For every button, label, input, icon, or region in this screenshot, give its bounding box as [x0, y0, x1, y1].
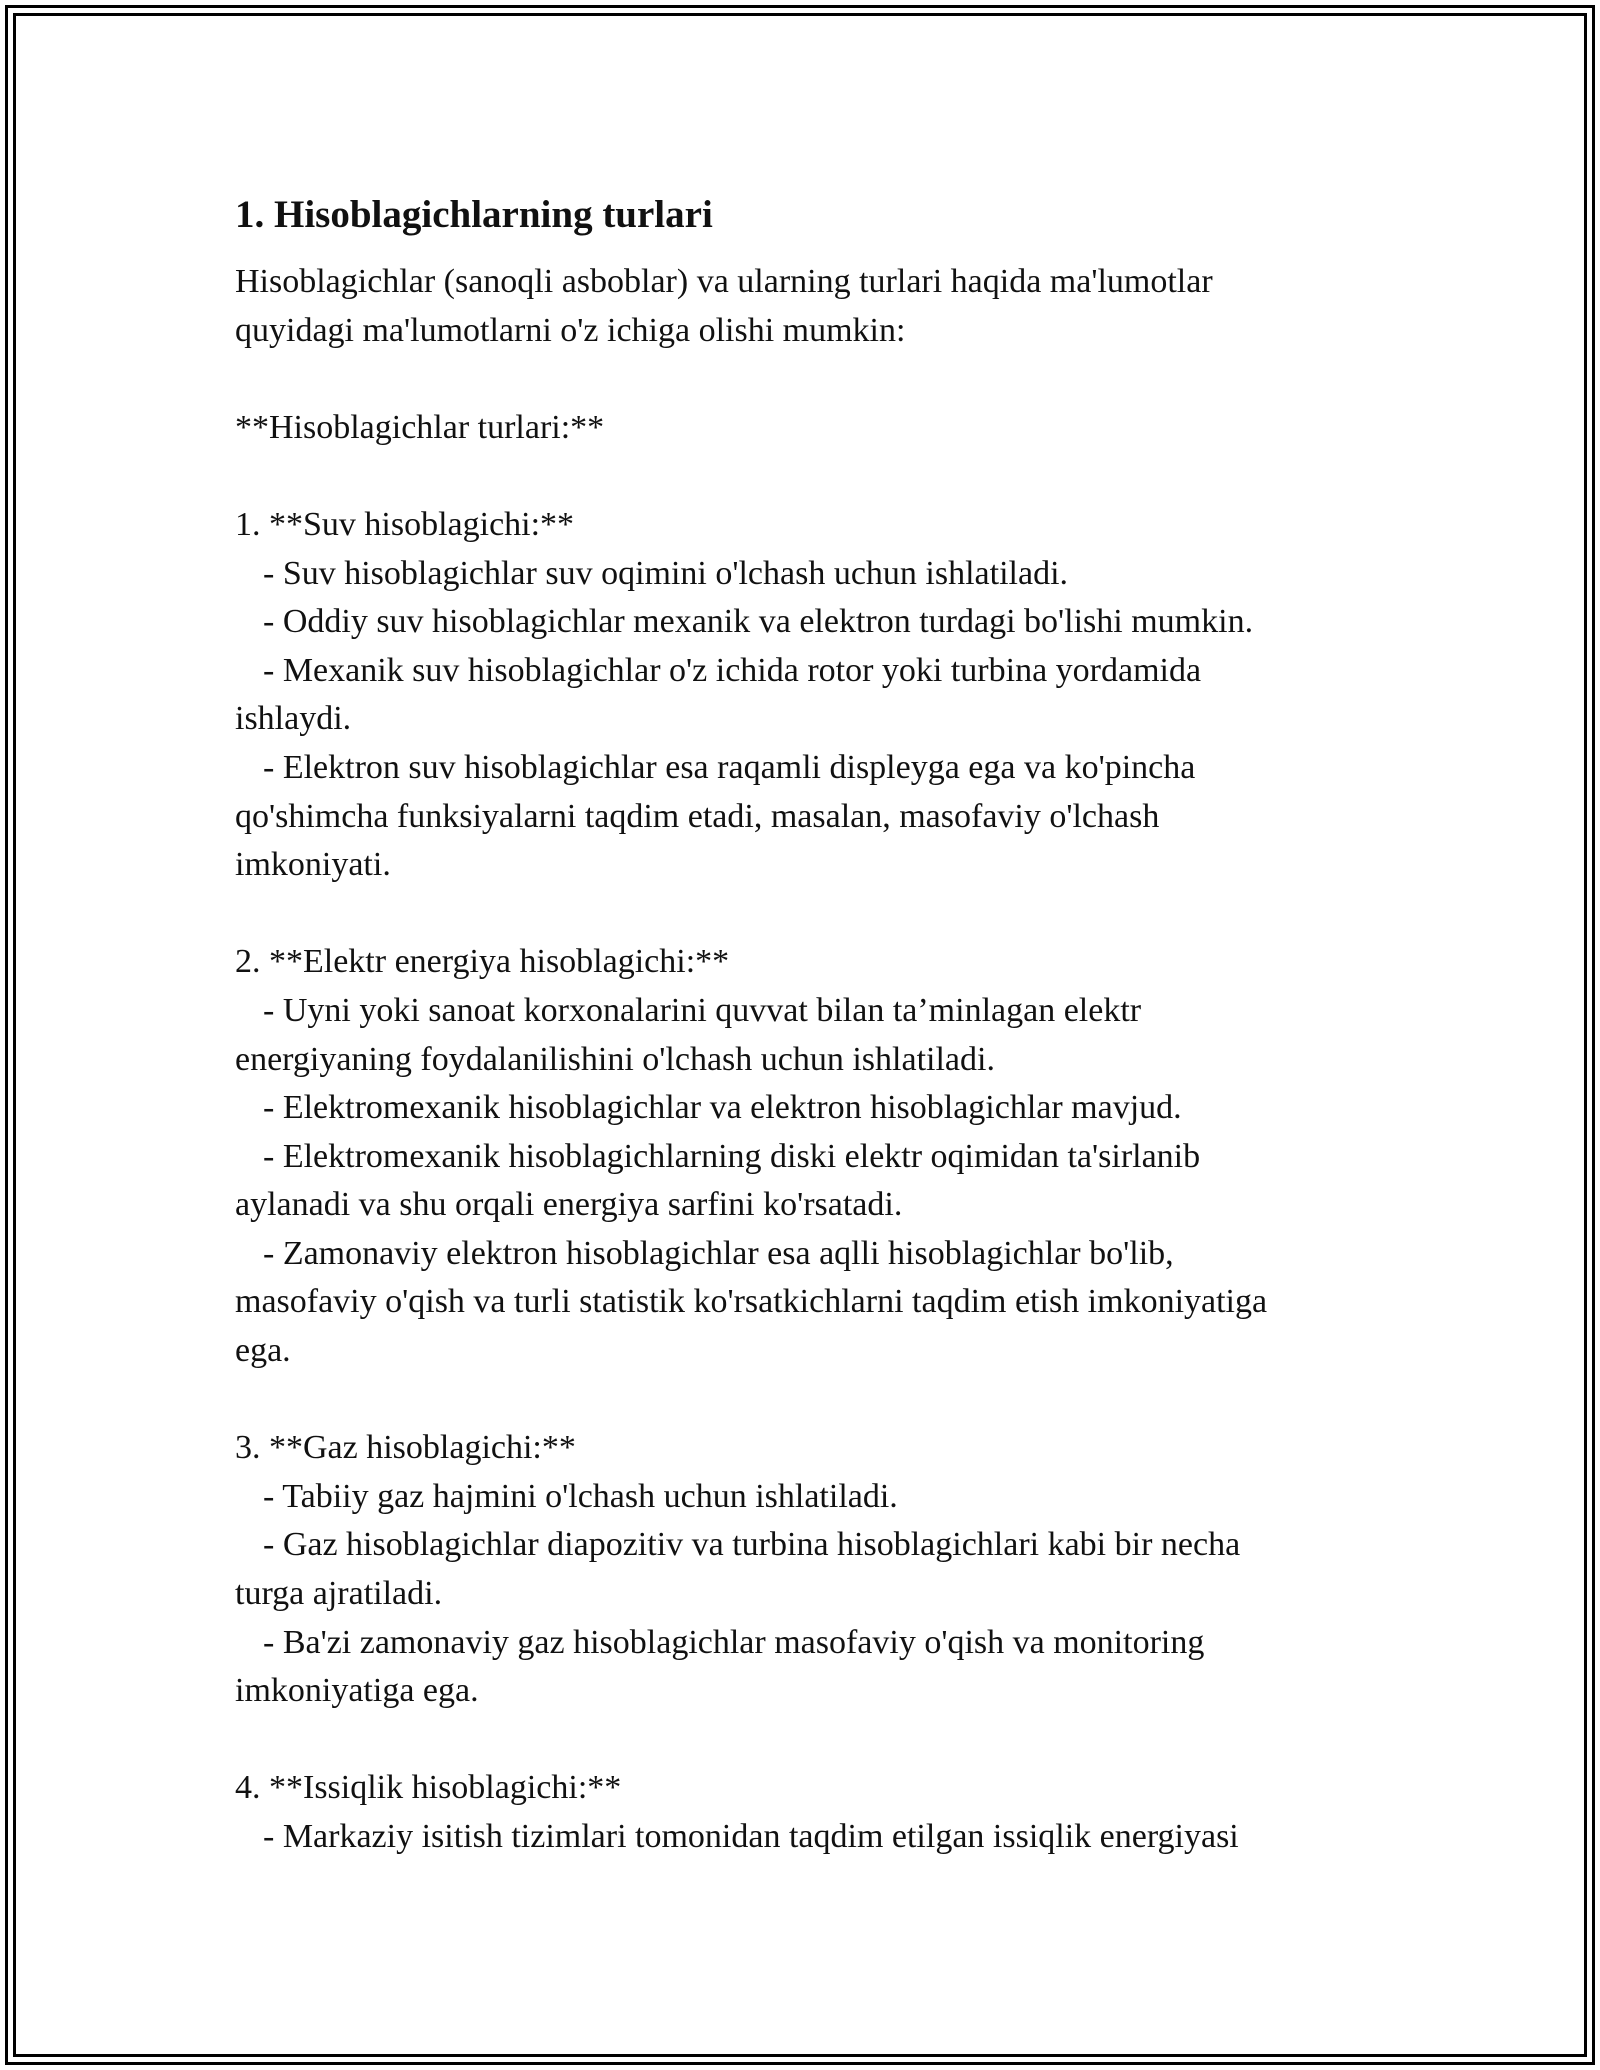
section-water-meter [235, 501, 1365, 890]
bullet-line: - Zamonaviy elektron hisoblagichlar esa aqlli hisoblagichlar bo'lib, [263, 1234, 1174, 1272]
types-heading: **Hisoblagichlar turlari:** [235, 408, 605, 446]
bullet-line: - Ba'zi zamonaviy gaz hisoblagichlar masofaviy o'qish va monitoring [263, 1623, 1205, 1661]
blank-line [235, 1376, 1365, 1425]
bullet-line: - Suv hisoblagichlar suv oqimini o'lchash uchun ishlatiladi. [263, 554, 1069, 592]
bullet-line: - Uyni yoki sanoat korxonalarini quvvat bilan ta’minlagan elektr [263, 991, 1142, 1029]
continuation-line: masofaviy o'qish va turli statistik ko'rsatkichlarni taqdim etish imkoniyatiga [235, 1283, 1268, 1321]
continuation-line: ega. [235, 1332, 291, 1370]
section-title: 4. **Issiqlik hisoblagichi:** [235, 1769, 622, 1807]
section-heat-meter [235, 1764, 1365, 1861]
section-gas-meter [235, 1424, 1365, 1716]
continuation-line: qo'shimcha funksiyalarni taqdim etadi, masalan, masofaviy o'lchash [235, 797, 1160, 835]
blank-line [235, 355, 1365, 404]
document-body [235, 180, 1365, 1862]
continuation-line: imkoniyati. [235, 846, 391, 884]
blank-line [235, 452, 1365, 501]
bullet-line: - Elektromexanik hisoblagichlar va elektron hisoblagichlar mavjud. [263, 1089, 1182, 1127]
continuation-line: ishlaydi. [235, 700, 352, 738]
section-title: 3. **Gaz hisoblagichi:** [235, 1429, 576, 1467]
continuation-line: imkoniyatiga ega. [235, 1672, 479, 1710]
section-electricity-meter [235, 938, 1365, 1375]
bullet-line: - Gaz hisoblagichlar diapozitiv va turbina hisoblagichlari kabi bir necha [263, 1526, 1241, 1564]
continuation-line: aylanadi va shu orqali energiya sarfini ko'rsatadi. [235, 1186, 903, 1224]
blank-line [235, 1716, 1365, 1765]
bullet-line: - Tabiiy gaz hajmini o'lchash uchun ishlatiladi. [263, 1477, 898, 1515]
bullet-line: - Oddiy suv hisoblagichlar mexanik va elektron turdagi bo'lishi mumkin. [263, 603, 1254, 641]
continuation-line: turga ajratiladi. [235, 1575, 443, 1613]
section-title: 2. **Elektr energiya hisoblagichi:** [235, 943, 730, 981]
section-title: 1. **Suv hisoblagichi:** [235, 505, 575, 543]
bullet-line: - Elektron suv hisoblagichlar esa raqamli displeyga ega va ko'pincha [263, 748, 1196, 786]
document-heading: 1. Hisoblagichlarning turlari [235, 193, 713, 236]
bullet-line: - Mexanik suv hisoblagichlar o'z ichida rotor yoki turbina yordamida [263, 651, 1202, 689]
bullet-line: - Markaziy isitish tizimlari tomonidan taqdim etilgan issiqlik energiyasi [263, 1818, 1239, 1855]
intro-line: Hisoblagichlar (sanoqli asboblar) va ularning turlari haqida ma'lumotlar [235, 263, 1213, 300]
continuation-line: energiyaning foydalanilishini o'lchash uchun ishlatiladi. [235, 1040, 995, 1078]
blank-line [235, 890, 1365, 939]
intro-line: quyidagi ma'lumotlarni o'z ichiga olishi mumkin: [235, 311, 906, 349]
bullet-line: - Elektromexanik hisoblagichlarning diski elektr oqimidan ta'sirlanib [263, 1137, 1201, 1175]
